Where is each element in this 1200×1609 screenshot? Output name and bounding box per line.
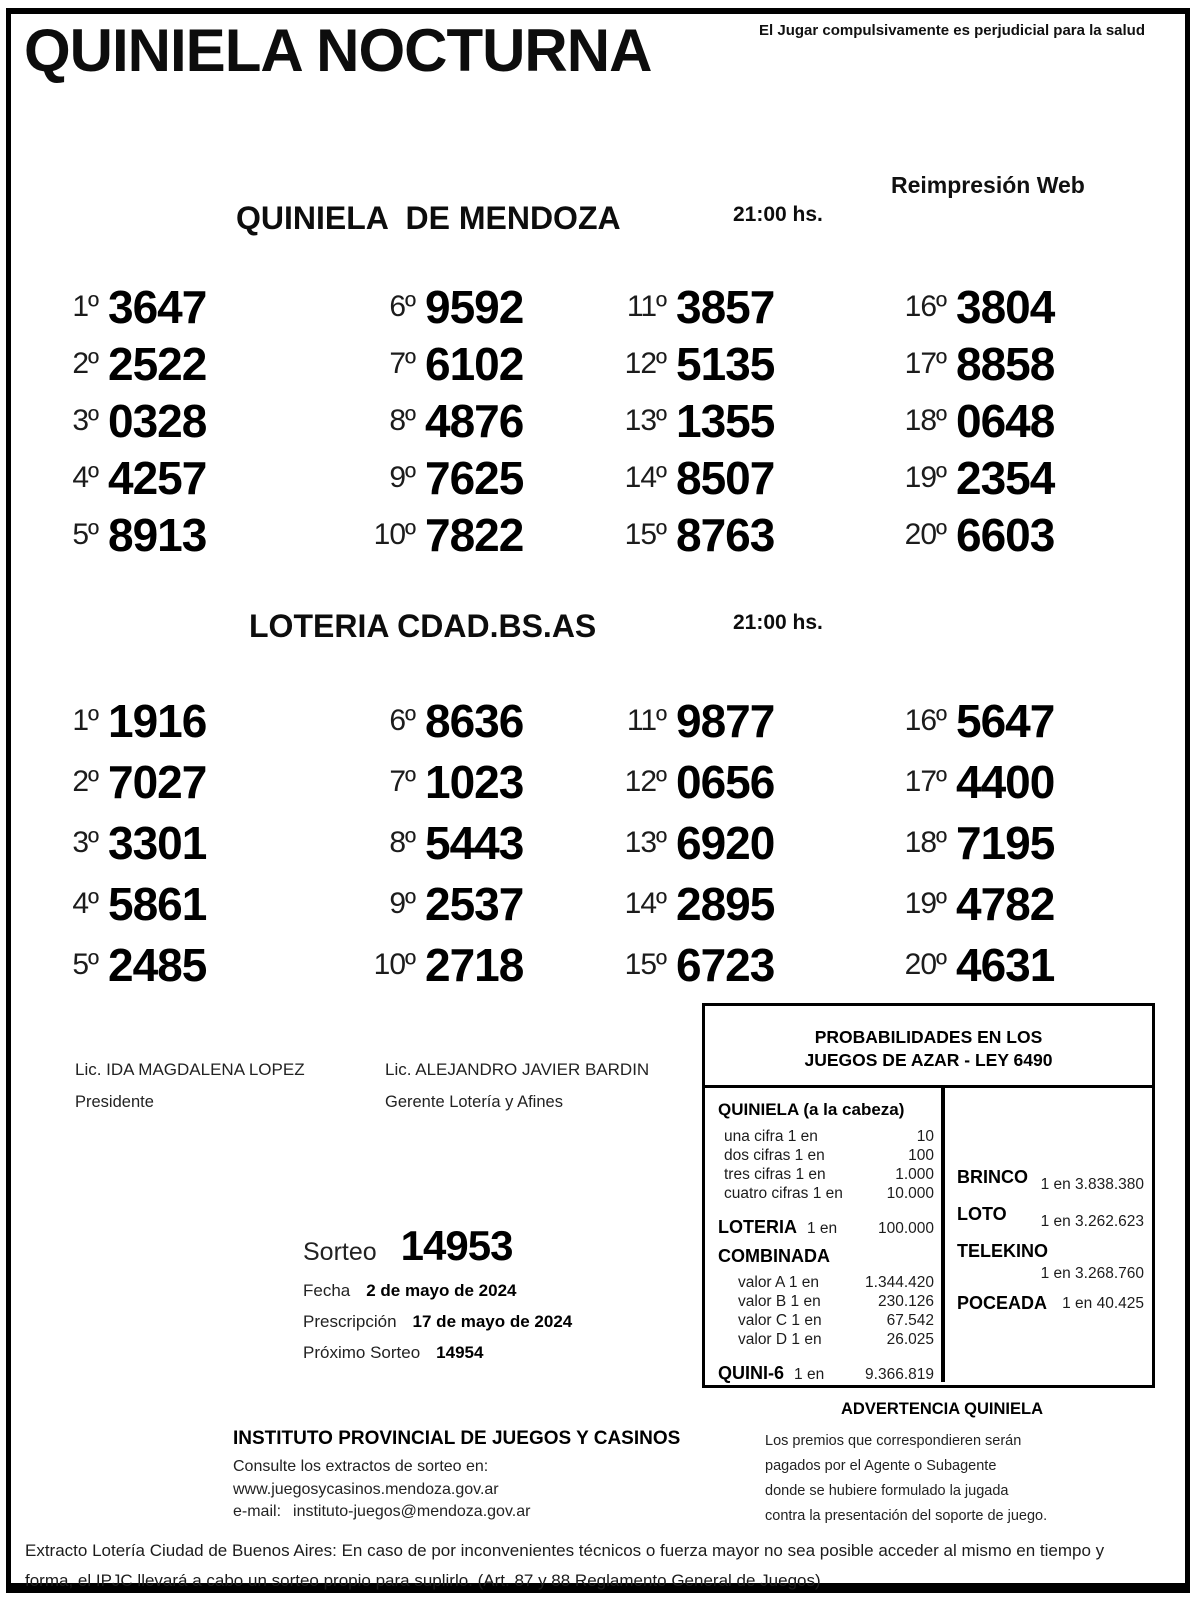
game-name: POCEADA <box>957 1293 1048 1313</box>
result-number: 1355 <box>676 394 775 447</box>
result-number: 6603 <box>956 508 1055 561</box>
result-number: 8858 <box>956 337 1055 390</box>
result-rank: 5º <box>72 517 98 551</box>
result-rank: 7º <box>389 346 415 380</box>
result-rank: 18º <box>904 825 946 859</box>
result-rank: 1º <box>72 289 98 323</box>
result-number: 8763 <box>676 508 775 561</box>
result-rank: 3º <box>72 403 98 437</box>
result-item <box>347 873 598 934</box>
result-rank: 16º <box>904 289 946 323</box>
result-number: 3647 <box>108 280 207 333</box>
quini6-odds-value: 9.366.819 <box>865 1366 934 1383</box>
result-rank: 2º <box>72 764 98 798</box>
email-value: instituto-juegos@mendoza.gov.ar <box>293 1503 531 1520</box>
result-number: 2354 <box>956 451 1055 504</box>
odds-label: cuatro cifras 1 en <box>724 1185 843 1202</box>
games-odds-column <box>941 1088 1152 1382</box>
sorteo-block <box>303 1222 572 1363</box>
odds-value: 67.542 <box>886 1312 934 1329</box>
result-item <box>347 449 598 506</box>
result-number: 8636 <box>425 694 524 747</box>
result-number: 7195 <box>956 816 1055 869</box>
result-number: 2895 <box>676 877 775 930</box>
result-rank: 4º <box>72 886 98 920</box>
result-item <box>30 751 347 812</box>
result-item <box>598 812 878 873</box>
advertencia-lines <box>742 1429 1142 1529</box>
result-number: 6102 <box>425 337 524 390</box>
instituto-email-row <box>233 1501 680 1524</box>
result-item <box>598 335 878 392</box>
probabilities-title-line1: PROBABILIDADES EN LOS <box>814 1026 1043 1047</box>
email-label: e-mail: <box>233 1503 282 1520</box>
result-number: 1916 <box>108 694 207 747</box>
probabilities-box <box>702 1003 1155 1388</box>
game-value: 1 en 3.268.760 <box>1040 1265 1144 1282</box>
odds-label: tres cifras 1 en <box>724 1166 826 1183</box>
instituto <box>233 1428 680 1524</box>
result-number: 6723 <box>676 938 775 991</box>
result-rank: 14º <box>624 886 666 920</box>
result-rank: 4º <box>72 460 98 494</box>
reprint-label: Reimpresión Web <box>891 172 1085 198</box>
section-time-bsas: 21:00 hs. <box>733 611 823 634</box>
sorteo-label: Sorteo <box>303 1238 377 1266</box>
result-item <box>347 392 598 449</box>
result-item <box>598 392 878 449</box>
result-rank: 7º <box>389 764 415 798</box>
loteria-odds-mid: 1 en <box>807 1220 838 1237</box>
odds-label: valor B 1 en <box>738 1293 821 1310</box>
result-item <box>30 690 347 751</box>
prescripcion-row <box>303 1312 572 1332</box>
result-rank: 20º <box>904 517 946 551</box>
result-rank: 16º <box>904 703 946 737</box>
result-item <box>878 934 1170 995</box>
result-rank: 15º <box>624 517 666 551</box>
result-item <box>30 506 347 563</box>
footer-line2: forma, el IPJC llevará a cabo un sorteo propio para suplirlo. (Art. 87 y 88 Reglamento General de Juegos) <box>25 1570 821 1590</box>
result-item <box>347 751 598 812</box>
odds-value: 10.000 <box>886 1185 934 1202</box>
result-rank: 1º <box>72 703 98 737</box>
result-rank: 10º <box>373 517 415 551</box>
signature-role: Gerente Lotería y Afines <box>385 1093 563 1111</box>
result-number: 3857 <box>676 280 775 333</box>
probabilities-title-line2: JUEGOS DE AZAR - LEY 6490 <box>804 1049 1053 1070</box>
signature <box>385 1060 695 1112</box>
result-rank: 12º <box>624 764 666 798</box>
result-item <box>347 278 598 335</box>
result-rank: 17º <box>904 764 946 798</box>
result-number: 7027 <box>108 755 207 808</box>
instituto-website: www.juegosycasinos.mendoza.gov.ar <box>233 1480 499 1498</box>
result-item <box>878 690 1170 751</box>
result-item <box>598 278 878 335</box>
game-value: 1 en 3.262.623 <box>1040 1213 1144 1230</box>
result-number: 2485 <box>108 938 207 991</box>
result-rank: 18º <box>904 403 946 437</box>
result-rank: 11º <box>626 289 666 323</box>
page-title: QUINIELA NOCTURNA <box>24 17 652 84</box>
game-odds <box>957 1241 1144 1283</box>
quini6-odds-mid: 1 en <box>794 1366 825 1383</box>
quiniela-odds-header: QUINIELA (a la cabeza) <box>718 1100 905 1119</box>
result-item <box>598 873 878 934</box>
signature-name: Lic. IDA MAGDALENA LOPEZ <box>75 1060 305 1079</box>
result-number: 2537 <box>425 877 524 930</box>
advertencia-line: Los premios que correspondieren serán <box>765 1433 1022 1449</box>
odds-label: valor A 1 en <box>738 1274 820 1291</box>
result-rank: 9º <box>389 886 415 920</box>
result-number: 9877 <box>676 694 775 747</box>
result-number: 8913 <box>108 508 207 561</box>
result-number: 9592 <box>425 280 524 333</box>
result-rank: 13º <box>624 403 666 437</box>
probabilities-title <box>705 1006 1152 1088</box>
result-rank: 3º <box>72 825 98 859</box>
result-item <box>878 278 1170 335</box>
footer-line1: Extracto Lotería Ciudad de Buenos Aires: En caso de por inconvenientes técnicos o fuerza mayor no sea posible acceder al mismo en tiempo y <box>25 1541 1105 1560</box>
result-item <box>30 812 347 873</box>
signature <box>75 1060 385 1112</box>
advertencia-line: pagados por el Agente o Subagente <box>765 1458 997 1474</box>
sorteo-row <box>303 1222 572 1270</box>
results-grid-bsas <box>30 690 1170 995</box>
result-item <box>30 449 347 506</box>
result-rank: 19º <box>904 886 946 920</box>
odds-row <box>718 1292 934 1311</box>
result-item <box>30 873 347 934</box>
result-item <box>347 335 598 392</box>
odds-label: valor D 1 en <box>738 1331 822 1348</box>
signature-role: Presidente <box>75 1093 154 1111</box>
probabilities-body <box>705 1088 1152 1382</box>
result-item <box>30 934 347 995</box>
odds-label: una cifra 1 en <box>724 1128 818 1145</box>
result-number: 8507 <box>676 451 775 504</box>
result-number: 3804 <box>956 280 1055 333</box>
result-item <box>598 690 878 751</box>
section-time-mendoza: 21:00 hs. <box>733 203 823 226</box>
result-item <box>878 873 1170 934</box>
odds-label: valor C 1 en <box>738 1312 822 1329</box>
result-number: 0656 <box>676 755 775 808</box>
result-item <box>347 690 598 751</box>
result-number: 6920 <box>676 816 775 869</box>
advertencia-line: contra la presentación del soporte de juego. <box>765 1508 1048 1524</box>
result-item <box>598 751 878 812</box>
fecha-label: Fecha <box>303 1281 351 1300</box>
result-rank: 20º <box>904 947 946 981</box>
result-number: 5135 <box>676 337 775 390</box>
game-odds <box>957 1204 1144 1231</box>
quini6-odds-row <box>718 1363 934 1384</box>
odds-value: 1.000 <box>895 1166 934 1183</box>
result-number: 4257 <box>108 451 207 504</box>
result-rank: 11º <box>626 703 666 737</box>
game-value: 1 en 40.425 <box>1062 1295 1144 1312</box>
advertencia <box>742 1400 1142 1529</box>
result-number: 1023 <box>425 755 524 808</box>
result-item <box>878 506 1170 563</box>
result-rank: 17º <box>904 346 946 380</box>
section-title-mendoza: QUINIELA DE MENDOZA <box>236 200 621 236</box>
result-item <box>347 934 598 995</box>
game-name: TELEKINO <box>957 1241 1049 1261</box>
results-grid-mendoza <box>30 278 1170 563</box>
result-item <box>878 751 1170 812</box>
result-rank: 6º <box>389 703 415 737</box>
result-number: 0648 <box>956 394 1055 447</box>
quiniela-odds-rows <box>718 1127 934 1203</box>
odds-label: dos cifras 1 en <box>724 1147 825 1164</box>
proximo-sorteo-row <box>303 1343 572 1363</box>
result-rank: 6º <box>389 289 415 323</box>
result-rank: 13º <box>624 825 666 859</box>
result-item <box>878 392 1170 449</box>
prescripcion-label: Prescripción <box>303 1312 397 1331</box>
result-number: 2522 <box>108 337 207 390</box>
result-number: 4876 <box>425 394 524 447</box>
loteria-odds-row <box>718 1217 934 1238</box>
result-item <box>878 335 1170 392</box>
fecha-row <box>303 1281 572 1301</box>
proximo-sorteo-label: Próximo Sorteo <box>303 1343 421 1362</box>
result-item <box>347 812 598 873</box>
game-odds <box>957 1167 1144 1194</box>
health-warning: El Jugar compulsivamente es perjudicial para la salud <box>759 22 1145 39</box>
sorteo-number: 14953 <box>400 1222 513 1269</box>
loteria-odds-label: LOTERIA <box>718 1217 797 1237</box>
result-rank: 15º <box>624 947 666 981</box>
odds-row <box>718 1127 934 1146</box>
signature-name: Lic. ALEJANDRO JAVIER BARDIN <box>385 1060 650 1079</box>
odds-value: 26.025 <box>886 1331 934 1348</box>
result-item <box>598 934 878 995</box>
loteria-odds-value: 100.000 <box>877 1220 934 1237</box>
result-number: 3301 <box>108 816 207 869</box>
instituto-consulte: Consulte los extractos de sorteo en: <box>233 1458 489 1475</box>
odds-value: 10 <box>916 1128 934 1145</box>
prescripcion-value: 17 de mayo de 2024 <box>412 1312 573 1331</box>
result-number: 5861 <box>108 877 207 930</box>
result-item <box>878 812 1170 873</box>
game-value: 1 en 3.838.380 <box>1040 1176 1144 1193</box>
result-number: 7625 <box>425 451 524 504</box>
result-rank: 12º <box>624 346 666 380</box>
instituto-title: INSTITUTO PROVINCIAL DE JUEGOS Y CASINOS <box>233 1428 681 1449</box>
proximo-sorteo-value: 14954 <box>436 1343 484 1362</box>
quini6-odds-label: QUINI-6 <box>718 1363 785 1383</box>
game-name: BRINCO <box>957 1167 1028 1187</box>
footer-note <box>25 1536 1167 1595</box>
signatures <box>75 1060 695 1112</box>
result-number: 7822 <box>425 508 524 561</box>
result-rank: 5º <box>72 947 98 981</box>
result-number: 2718 <box>425 938 524 991</box>
result-number: 4631 <box>956 938 1055 991</box>
odds-value: 1.344.420 <box>865 1274 934 1291</box>
result-rank: 8º <box>389 825 415 859</box>
result-rank: 8º <box>389 403 415 437</box>
game-name: LOTO <box>957 1204 1007 1224</box>
result-number: 5443 <box>425 816 524 869</box>
result-number: 4400 <box>956 755 1055 808</box>
combinada-odds-rows <box>718 1273 934 1349</box>
advertencia-title: ADVERTENCIA QUINIELA <box>841 1400 1043 1418</box>
result-rank: 9º <box>389 460 415 494</box>
result-number: 4782 <box>956 877 1055 930</box>
odds-row <box>718 1165 934 1184</box>
result-number: 5647 <box>956 694 1055 747</box>
odds-row <box>718 1184 934 1203</box>
game-odds <box>957 1293 1144 1314</box>
odds-row <box>718 1273 934 1292</box>
result-item <box>598 449 878 506</box>
result-rank: 10º <box>373 947 415 981</box>
probabilities-left-column <box>705 1088 941 1382</box>
fecha-value: 2 de mayo de 2024 <box>366 1281 517 1300</box>
odds-value: 100 <box>908 1147 934 1164</box>
result-rank: 14º <box>624 460 666 494</box>
result-rank: 19º <box>904 460 946 494</box>
result-number: 0328 <box>108 394 207 447</box>
advertencia-line: donde se hubiere formulado la jugada <box>765 1483 1009 1499</box>
odds-row <box>718 1311 934 1330</box>
result-item <box>347 506 598 563</box>
odds-row <box>718 1146 934 1165</box>
odds-value: 230.126 <box>877 1293 934 1310</box>
result-item <box>30 392 347 449</box>
result-rank: 2º <box>72 346 98 380</box>
odds-row <box>718 1330 934 1349</box>
result-item <box>878 449 1170 506</box>
section-title-bsas: LOTERIA CDAD.BS.AS <box>249 608 597 644</box>
combinada-header: COMBINADA <box>718 1246 830 1266</box>
result-item <box>30 278 347 335</box>
result-item <box>598 506 878 563</box>
result-item <box>30 335 347 392</box>
